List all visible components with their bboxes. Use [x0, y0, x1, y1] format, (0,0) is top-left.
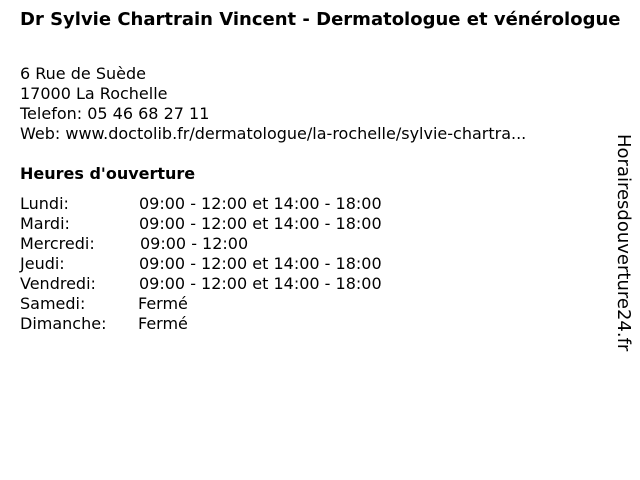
day-label-dimanche: Dimanche:: [20, 314, 107, 333]
hours-row-vendredi: [20, 274, 440, 294]
phone-number: Telefon: 05 46 68 27 11: [20, 104, 210, 123]
hours-value-lundi: 09:00 - 12:00 et 14:00 - 18:00: [139, 194, 382, 213]
opening-hours-heading: Heures d'ouverture: [20, 164, 196, 183]
day-label-jeudi: Jeudi:: [20, 254, 65, 273]
street-address: 6 Rue de Suède: [20, 64, 146, 83]
hours-row-samedi: [20, 294, 440, 314]
hours-value-vendredi: 09:00 - 12:00 et 14:00 - 18:00: [139, 274, 382, 293]
hours-row-dimanche: [20, 314, 440, 334]
business-title: Dr Sylvie Chartrain Vincent - Dermatologue et vénérologue: [20, 9, 621, 30]
day-label-samedi: Samedi:: [20, 294, 86, 313]
day-label-lundi: Lundi:: [20, 194, 69, 213]
hours-row-jeudi: [20, 254, 440, 274]
site-watermark: Horairesdouverture24.fr: [613, 134, 634, 352]
day-label-mardi: Mardi:: [20, 214, 70, 233]
postal-city: 17000 La Rochelle: [20, 84, 168, 103]
hours-value-jeudi: 09:00 - 12:00 et 14:00 - 18:00: [139, 254, 382, 273]
hours-value-dimanche: Fermé: [138, 314, 188, 333]
hours-row-mardi: [20, 214, 440, 234]
opening-hours-list: [20, 194, 440, 334]
hours-value-samedi: Fermé: [138, 294, 188, 313]
hours-value-mercredi: 09:00 - 12:00: [140, 234, 249, 253]
hours-row-lundi: [20, 194, 440, 214]
hours-row-mercredi: [20, 234, 440, 254]
contact-information: [20, 64, 590, 144]
hours-value-mardi: 09:00 - 12:00 et 14:00 - 18:00: [139, 214, 382, 233]
day-label-vendredi: Vendredi:: [20, 274, 96, 293]
website-link[interactable]: Web: www.doctolib.fr/dermatologue/la-rochelle/sylvie-chartra...: [20, 124, 527, 143]
day-label-mercredi: Mercredi:: [20, 234, 95, 253]
